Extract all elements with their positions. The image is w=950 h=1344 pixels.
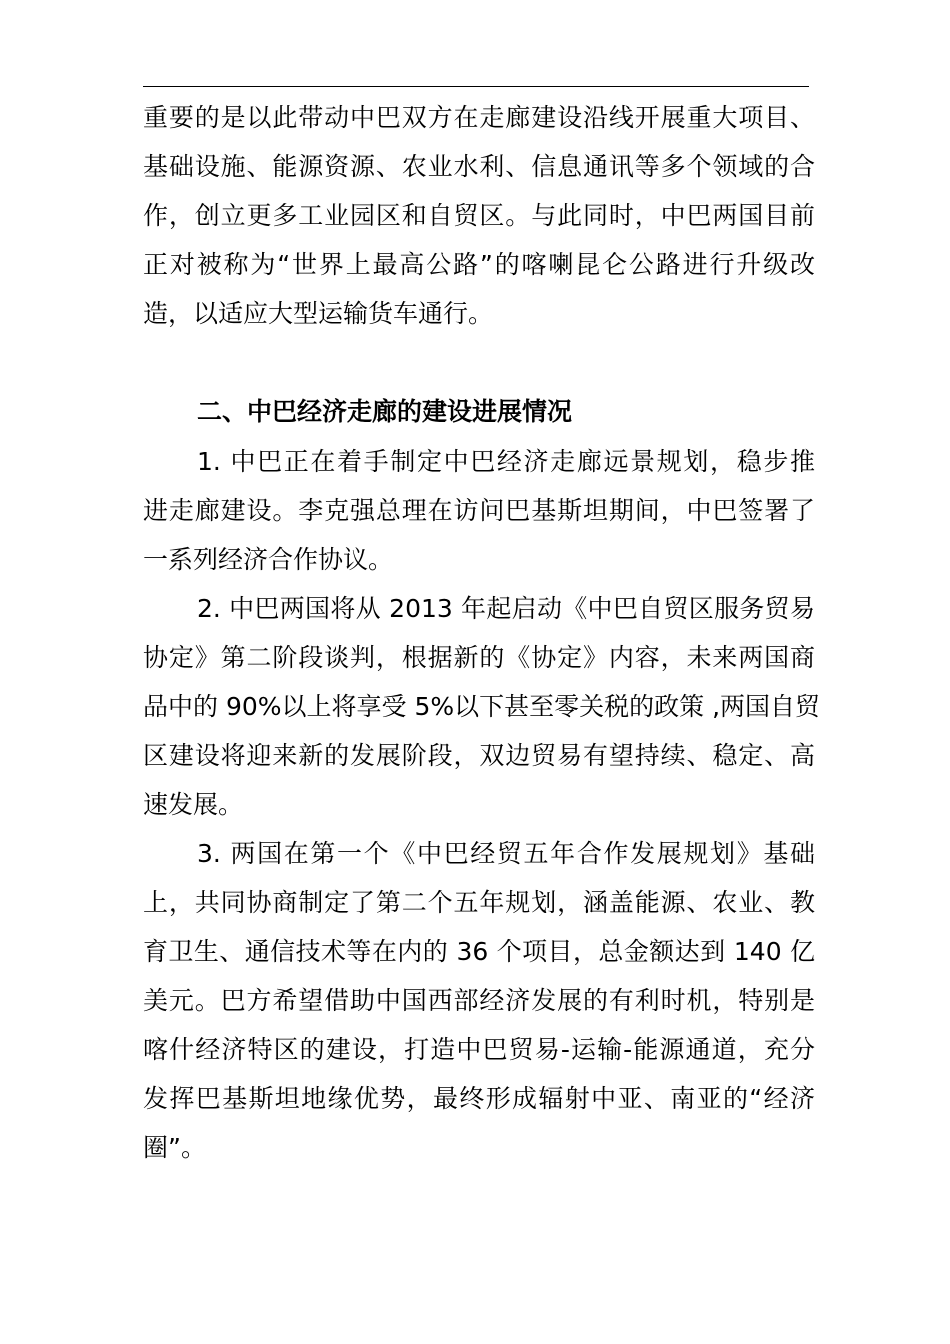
document-body <box>143 93 821 1172</box>
list-item-2 <box>143 584 821 829</box>
paragraph-line: 喀什经济特区的建设，打造中巴贸易-运输-能源通道，充分 <box>143 1035 815 1064</box>
paragraph-line: 发挥巴基斯坦地缘优势，最终形成辐射中亚、南亚的“经济 <box>143 1084 815 1113</box>
blank-line <box>143 338 815 387</box>
paragraph-line: 3. 两国在第一个《中巴经贸五年合作发展规划》基础 <box>197 839 815 868</box>
list-item-3 <box>143 829 815 1172</box>
paragraph-line: 进走廊建设。李克强总理在访问巴基斯坦期间，中巴签署了 <box>143 496 815 525</box>
paragraph-line: 品中的 90%以上将享受 5%以下甚至零关税的政策 ,两国自贸 <box>143 692 821 721</box>
list-item-1 <box>143 437 815 584</box>
paragraph-line: 上，共同协商制定了第二个五年规划，涵盖能源、农业、教 <box>143 888 815 917</box>
paragraph-line: 区建设将迎来新的发展阶段，双边贸易有望持续、稳定、高 <box>143 741 815 770</box>
paragraph-line: 协定》第二阶段谈判，根据新的《协定》内容，未来两国商 <box>143 643 815 672</box>
paragraph-line: 作，创立更多工业园区和自贸区。与此同时，中巴两国目前 <box>143 201 815 230</box>
paragraph-line: 2. 中巴两国将从 2013 年起启动《中巴自贸区服务贸易 <box>197 594 815 623</box>
paragraph-line: 重要的是以此带动中巴双方在走廊建设沿线开展重大项目、 <box>143 103 815 132</box>
paragraph-line: 造，以适应大型运输货车通行。 <box>143 299 494 328</box>
paragraph-line: 基础设施、能源资源、农业水利、信息通讯等多个领域的合 <box>143 152 815 181</box>
paragraph-line: 美元。巴方希望借助中国西部经济发展的有利时机，特别是 <box>143 986 815 1015</box>
paragraph-line: 一系列经济合作协议。 <box>143 545 394 574</box>
header-rule <box>143 86 809 87</box>
paragraph-line: 速发展。 <box>143 790 244 819</box>
paragraph-line: 1. 中巴正在着手制定中巴经济走廊远景规划，稳步推 <box>197 447 815 476</box>
paragraph-line: 育卫生、通信技术等在内的 36 个项目，总金额达到 140 亿 <box>143 937 815 966</box>
intro-paragraph <box>143 93 815 338</box>
section-heading: 二、中巴经济走廊的建设进展情况 <box>197 397 573 426</box>
paragraph-line: 圈”。 <box>143 1133 206 1162</box>
paragraph-line: 正对被称为“世界上最高公路”的喀喇昆仑公路进行升级改 <box>143 250 815 279</box>
